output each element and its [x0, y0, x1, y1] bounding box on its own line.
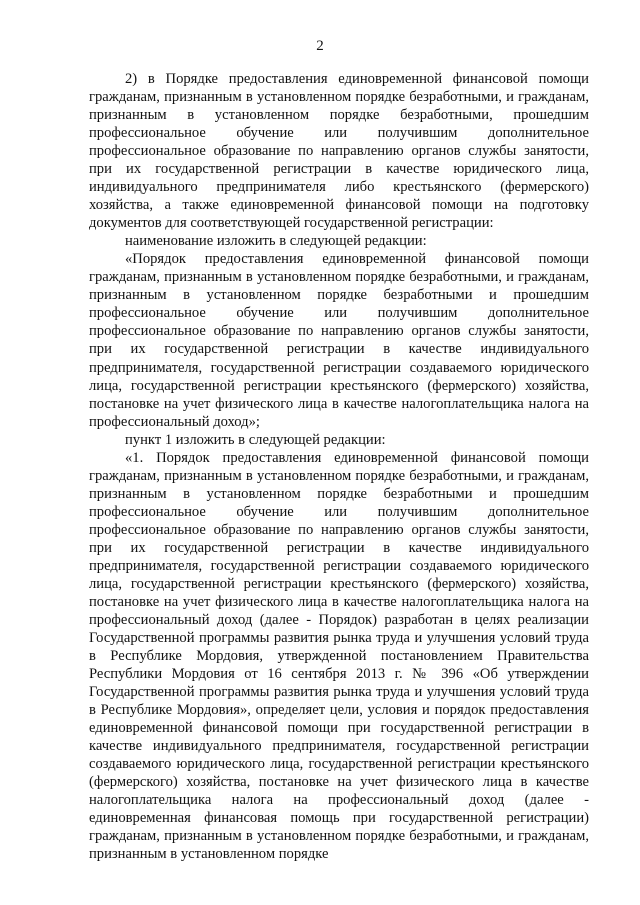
paragraph-amendment-item-2: 2) в Порядке предоставления единовременной финансовой помощи гражданам, признанным в установленном порядке безработными, и гражданам, признанным в установленном порядке безработными, прошедшим профессиональное обучение или получившим дополнительное профессиональное образование по направлению органов службы занятости, при их государственной регистрации в качестве юридического лица, индивидуального предпринимателя либо крестьянского (фермерского) хозяйства, а также единовременной финансовой помощи на подготовку документов для соответствующей государственной регистрации:: [89, 71, 589, 232]
document-body: [89, 70, 589, 863]
paragraph-point-1-instruction: пункт 1 изложить в следующей редакции:: [125, 431, 386, 448]
paragraph-new-point-1: «1. Порядок предоставления единовременной финансовой помощи гражданам, признанным в установленном порядке безработными, и гражданам, признанным в установленном порядке безработными и прошедшим профессиональное обучение или получившим дополнительное профессиональное образование по направлению органов службы занятости, при их государственной регистрации в качестве индивидуального предпринимателя, государственной регистрации создаваемого юридического лица, государственной регистрации крестьянского (фермерского) хозяйства, постановке на учет физического лица в качестве налогоплательщика налога на профессиональный доход (далее - Порядок) разработан в целях реализации Государственной программы развития рынка труда и улучшения условий труда в Республике Мордовия, утвержденной постановлением Правительства Республики Мордовия от 16 сентября 2013 г. № 396 «Об утверждении Государственной программы развития рынка труда и улучшения условий труда в Республике Мордовия», определяет цели, условия и порядок предоставления единовременной финансовой помощи при государственной регистрации в качестве индивидуального предпринимателя, государственной регистрации создаваемого юридического лица, государственной регистрации крестьянского (фермерского) хозяйства, постановке на учет физического лица в качестве налогоплательщика налога на профессиональный доход (далее - единовременная финансовая помощь при государственной регистрации) гражданам, признанным в установленном порядке безработными, и гражданам, признанным в установленном порядке: [89, 449, 589, 863]
page-number: 2: [316, 38, 324, 54]
paragraph-title-instruction: наименование изложить в следующей редакции:: [125, 233, 427, 250]
paragraph-new-title: «Порядок предоставления единовременной финансовой помощи гражданам, признанным в установленном порядке безработными, и гражданам, признанным в установленном порядке безработными и прошедшим профессиональное обучение или получившим дополнительное профессиональное образование по направлению органов службы занятости, при их государственной регистрации в качестве индивидуального предпринимателя, государственной регистрации создаваемого юридического лица, государственной регистрации крестьянского (фермерского) хозяйства, постановке на учет физического лица в качестве налогоплательщика налога на профессиональный доход»;: [89, 251, 589, 430]
